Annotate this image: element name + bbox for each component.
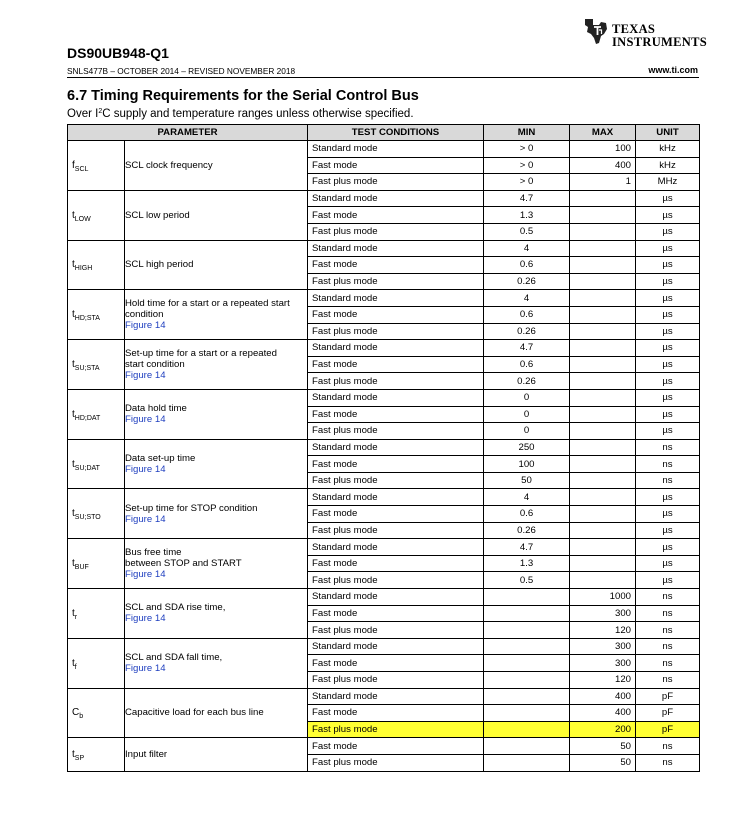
min-value: 0.26: [484, 323, 570, 340]
symbol-subscript: HD;STA: [74, 315, 100, 323]
unit-value: ns: [636, 672, 700, 689]
parameter-description: [125, 738, 308, 771]
symbol-subscript: SP: [74, 754, 85, 762]
test-condition: Standard mode: [308, 290, 484, 307]
test-condition: Fast plus mode: [308, 672, 484, 689]
unit-value: µs: [636, 522, 700, 539]
symbol-base: t: [72, 359, 75, 371]
max-value: 1000: [570, 589, 636, 606]
symbol-base: t: [72, 607, 75, 619]
max-value: [570, 506, 636, 523]
max-value: 400: [570, 157, 636, 174]
description-line: Input filter: [125, 748, 168, 760]
min-value: 0.6: [484, 356, 570, 373]
test-condition: Fast mode: [308, 406, 484, 423]
test-condition: Standard mode: [308, 240, 484, 257]
min-value: [484, 655, 570, 672]
test-condition: Fast plus mode: [308, 572, 484, 589]
header-unit: UNIT: [636, 125, 700, 141]
test-condition: Fast plus mode: [308, 522, 484, 539]
parameter-symbol: [68, 638, 125, 688]
max-value: [570, 555, 636, 572]
unit-value: µs: [636, 323, 700, 340]
max-value: 120: [570, 622, 636, 639]
description-line: Set-up time for a start or a repeated: [125, 348, 277, 360]
min-value: 4.7: [484, 190, 570, 207]
unit-value: µs: [636, 340, 700, 357]
description-line: Data hold time: [125, 403, 187, 415]
unit-value: µs: [636, 555, 700, 572]
unit-value: µs: [636, 389, 700, 406]
unit-value: µs: [636, 273, 700, 290]
max-value: [570, 240, 636, 257]
header-test-conditions: TEST CONDITIONS: [308, 125, 484, 141]
max-value: [570, 223, 636, 240]
description-line: Bus free time: [125, 547, 182, 559]
min-value: 100: [484, 456, 570, 473]
max-value: [570, 207, 636, 224]
max-value: [570, 340, 636, 357]
test-condition: Standard mode: [308, 638, 484, 655]
test-condition: Fast mode: [308, 306, 484, 323]
parameter-symbol: [68, 688, 125, 738]
symbol-base: t: [72, 309, 75, 321]
unit-value: µs: [636, 423, 700, 440]
unit-value: ns: [636, 638, 700, 655]
min-value: 0: [484, 406, 570, 423]
min-value: 0.6: [484, 506, 570, 523]
max-value: [570, 190, 636, 207]
table-row: [68, 638, 700, 655]
max-value: 100: [570, 141, 636, 158]
max-value: [570, 472, 636, 489]
description-line: Capacitive load for each bus line: [125, 707, 264, 719]
unit-value: µs: [636, 373, 700, 390]
figure-link[interactable]: Figure 14: [125, 320, 166, 332]
figure-link[interactable]: Figure 14: [125, 464, 166, 476]
unit-value: kHz: [636, 157, 700, 174]
description-line: between STOP and START: [125, 558, 242, 570]
unit-value: pF: [636, 688, 700, 705]
figure-link[interactable]: Figure 14: [125, 569, 166, 581]
max-value: [570, 290, 636, 307]
test-condition: Standard mode: [308, 688, 484, 705]
table-row: [68, 389, 700, 406]
max-value: 200: [570, 721, 636, 738]
table-row: [68, 240, 700, 257]
test-condition: Fast mode: [308, 555, 484, 572]
test-condition: Fast plus mode: [308, 423, 484, 440]
test-condition: Standard mode: [308, 539, 484, 556]
min-value: > 0: [484, 174, 570, 191]
symbol-subscript: f: [74, 663, 77, 671]
parameter-description: [125, 439, 308, 489]
symbol-subscript: BUF: [74, 564, 89, 572]
figure-link[interactable]: Figure 14: [125, 370, 166, 382]
max-value: [570, 257, 636, 274]
test-condition: Standard mode: [308, 489, 484, 506]
max-value: 1: [570, 174, 636, 191]
min-value: 0.26: [484, 522, 570, 539]
parameter-symbol: [68, 539, 125, 589]
header-parameter: PARAMETER: [68, 125, 308, 141]
unit-value: µs: [636, 207, 700, 224]
min-value: > 0: [484, 157, 570, 174]
min-value: 0.6: [484, 257, 570, 274]
unit-value: µs: [636, 290, 700, 307]
test-condition: Fast mode: [308, 456, 484, 473]
unit-value: pF: [636, 721, 700, 738]
min-value: 0: [484, 423, 570, 440]
test-condition: Fast mode: [308, 506, 484, 523]
max-value: [570, 389, 636, 406]
test-condition: Fast mode: [308, 207, 484, 224]
parameter-symbol: [68, 439, 125, 489]
min-value: 250: [484, 439, 570, 456]
symbol-subscript: r: [74, 613, 78, 621]
test-condition: Fast plus mode: [308, 273, 484, 290]
test-condition: Standard mode: [308, 141, 484, 158]
min-value: 1.3: [484, 207, 570, 224]
table-row: [68, 439, 700, 456]
test-condition: Fast mode: [308, 738, 484, 755]
table-row: [68, 688, 700, 705]
max-value: 300: [570, 655, 636, 672]
symbol-base: t: [72, 458, 75, 470]
symbol-subscript: SU;STO: [74, 514, 101, 522]
symbol-base: t: [72, 408, 75, 420]
test-condition: Fast plus mode: [308, 373, 484, 390]
document-number: DS90UB948-Q1: [67, 45, 169, 61]
max-value: [570, 439, 636, 456]
header-max: MAX: [570, 125, 636, 141]
symbol-subscript: HD;DAT: [74, 414, 101, 422]
test-condition: Standard mode: [308, 389, 484, 406]
max-value: [570, 306, 636, 323]
symbol-subscript: b: [79, 713, 84, 721]
symbol-base: t: [72, 748, 75, 760]
min-value: [484, 605, 570, 622]
unit-value: ns: [636, 738, 700, 755]
min-value: [484, 754, 570, 771]
test-condition: Fast plus mode: [308, 622, 484, 639]
timing-requirements-table: [67, 124, 700, 772]
max-value: 50: [570, 754, 636, 771]
test-condition: Fast plus mode: [308, 754, 484, 771]
test-condition: Standard mode: [308, 190, 484, 207]
parameter-symbol: [68, 240, 125, 290]
unit-value: ns: [636, 754, 700, 771]
max-value: [570, 273, 636, 290]
min-value: 0: [484, 389, 570, 406]
max-value: [570, 572, 636, 589]
description-line: SCL high period: [125, 259, 194, 271]
min-value: 4.7: [484, 539, 570, 556]
min-value: [484, 622, 570, 639]
min-value: [484, 738, 570, 755]
unit-value: ns: [636, 622, 700, 639]
max-value: 300: [570, 605, 636, 622]
test-condition: Standard mode: [308, 340, 484, 357]
symbol-base: t: [72, 209, 75, 221]
parameter-description: [125, 489, 308, 539]
symbol-subscript: SCL: [74, 165, 89, 173]
symbol-subscript: LOW: [74, 215, 91, 223]
max-value: 120: [570, 672, 636, 689]
parameter-description: [125, 141, 308, 191]
unit-value: µs: [636, 489, 700, 506]
parameter-symbol: [68, 290, 125, 340]
table-row: [68, 190, 700, 207]
parameter-symbol: [68, 489, 125, 539]
max-value: [570, 373, 636, 390]
test-condition: Fast mode: [308, 257, 484, 274]
max-value: 300: [570, 638, 636, 655]
website-link[interactable]: www.ti.com: [648, 65, 698, 75]
figure-link[interactable]: Figure 14: [125, 613, 166, 625]
test-condition: Fast plus mode: [308, 223, 484, 240]
parameter-description: [125, 539, 308, 589]
parameter-description: [125, 240, 308, 290]
unit-value: µs: [636, 223, 700, 240]
parameter-description: [125, 389, 308, 439]
parameter-description: [125, 589, 308, 639]
test-condition: Fast plus mode: [308, 721, 484, 738]
symbol-subscript: SU;STA: [74, 365, 100, 373]
unit-value: µs: [636, 190, 700, 207]
min-value: 4.7: [484, 340, 570, 357]
min-value: 4: [484, 240, 570, 257]
test-condition: Fast mode: [308, 157, 484, 174]
min-value: 0.5: [484, 572, 570, 589]
unit-value: µs: [636, 539, 700, 556]
min-value: 1.3: [484, 555, 570, 572]
max-value: 50: [570, 738, 636, 755]
header-divider: [67, 77, 699, 78]
min-value: 4: [484, 290, 570, 307]
unit-value: ns: [636, 589, 700, 606]
max-value: [570, 356, 636, 373]
test-condition: Fast mode: [308, 705, 484, 722]
symbol-base: C: [72, 707, 80, 719]
max-value: 400: [570, 705, 636, 722]
header-min: MIN: [484, 125, 570, 141]
table-row: [68, 340, 700, 357]
min-value: 0.26: [484, 273, 570, 290]
parameter-symbol: [68, 141, 125, 191]
revision-info: SNLS477B – OCTOBER 2014 – REVISED NOVEMBER 2018: [67, 66, 296, 76]
test-condition: Fast mode: [308, 605, 484, 622]
table-row: [68, 290, 700, 307]
parameter-symbol: [68, 738, 125, 771]
unit-value: ns: [636, 439, 700, 456]
symbol-subscript: HIGH: [74, 265, 93, 273]
description-line: condition: [125, 309, 164, 321]
min-value: [484, 688, 570, 705]
min-value: [484, 638, 570, 655]
table-row: [68, 738, 700, 755]
min-value: 0.26: [484, 373, 570, 390]
max-value: [570, 423, 636, 440]
figure-link[interactable]: Figure 14: [125, 414, 166, 426]
min-value: [484, 721, 570, 738]
figure-link[interactable]: Figure 14: [125, 663, 166, 675]
symbol-base: t: [72, 259, 75, 271]
unit-value: µs: [636, 406, 700, 423]
test-condition: Standard mode: [308, 439, 484, 456]
parameter-description: [125, 190, 308, 240]
unit-value: kHz: [636, 141, 700, 158]
min-value: [484, 589, 570, 606]
figure-link[interactable]: Figure 14: [125, 513, 166, 525]
description-line: SCL and SDA rise time,: [125, 602, 226, 614]
unit-value: pF: [636, 705, 700, 722]
min-value: > 0: [484, 141, 570, 158]
test-condition: Fast mode: [308, 356, 484, 373]
test-condition: Fast mode: [308, 655, 484, 672]
max-value: [570, 539, 636, 556]
symbol-base: t: [72, 508, 75, 520]
unit-value: µs: [636, 306, 700, 323]
parameter-symbol: [68, 389, 125, 439]
max-value: [570, 456, 636, 473]
symbol-base: f: [72, 159, 75, 171]
min-value: [484, 705, 570, 722]
parameter-symbol: [68, 589, 125, 639]
unit-value: ns: [636, 655, 700, 672]
parameter-symbol: [68, 190, 125, 240]
min-value: 0.5: [484, 223, 570, 240]
parameter-description: [125, 688, 308, 738]
table-row: [68, 141, 700, 158]
max-value: [570, 406, 636, 423]
unit-value: µs: [636, 356, 700, 373]
min-value: 50: [484, 472, 570, 489]
max-value: [570, 323, 636, 340]
ti-logo: [582, 15, 707, 49]
symbol-base: t: [72, 657, 75, 669]
description-line: Set-up time for STOP condition: [125, 502, 258, 514]
test-condition: Fast plus mode: [308, 174, 484, 191]
unit-value: ns: [636, 472, 700, 489]
min-value: 4: [484, 489, 570, 506]
unit-value: MHz: [636, 174, 700, 191]
unit-value: µs: [636, 572, 700, 589]
description-line: start condition: [125, 359, 185, 371]
description-line: Hold time for a start or a repeated start: [125, 298, 290, 310]
brand-name-line2: INSTRUMENTS: [612, 35, 707, 49]
table-row: [68, 489, 700, 506]
parameter-symbol: [68, 340, 125, 390]
min-value: 0.6: [484, 306, 570, 323]
table-row: [68, 589, 700, 606]
max-value: [570, 522, 636, 539]
description-line: SCL clock frequency: [125, 159, 213, 171]
max-value: 400: [570, 688, 636, 705]
section-title: 6.7 Timing Requirements for the Serial Control Bus: [67, 88, 419, 104]
test-condition: Standard mode: [308, 589, 484, 606]
description-line: Data set-up time: [125, 453, 196, 465]
table-row: [68, 539, 700, 556]
unit-value: µs: [636, 240, 700, 257]
symbol-subscript: SU;DAT: [74, 464, 100, 472]
unit-value: ns: [636, 605, 700, 622]
unit-value: ns: [636, 456, 700, 473]
parameter-description: [125, 340, 308, 390]
test-condition: Fast plus mode: [308, 323, 484, 340]
parameter-description: [125, 638, 308, 688]
texas-state-icon: [582, 16, 610, 46]
test-condition: Fast plus mode: [308, 472, 484, 489]
symbol-base: t: [72, 558, 75, 570]
max-value: [570, 489, 636, 506]
parameter-description: [125, 290, 308, 340]
min-value: [484, 672, 570, 689]
brand-name-line1: TEXAS: [612, 22, 656, 36]
description-line: SCL and SDA fall time,: [125, 652, 223, 664]
table-header-row: [68, 125, 700, 141]
description-line: SCL low period: [125, 209, 190, 221]
section-subtitle: Over $I^2C$ supply and temperature ranges unless otherwise specified.: [67, 108, 414, 120]
unit-value: µs: [636, 257, 700, 274]
unit-value: µs: [636, 506, 700, 523]
